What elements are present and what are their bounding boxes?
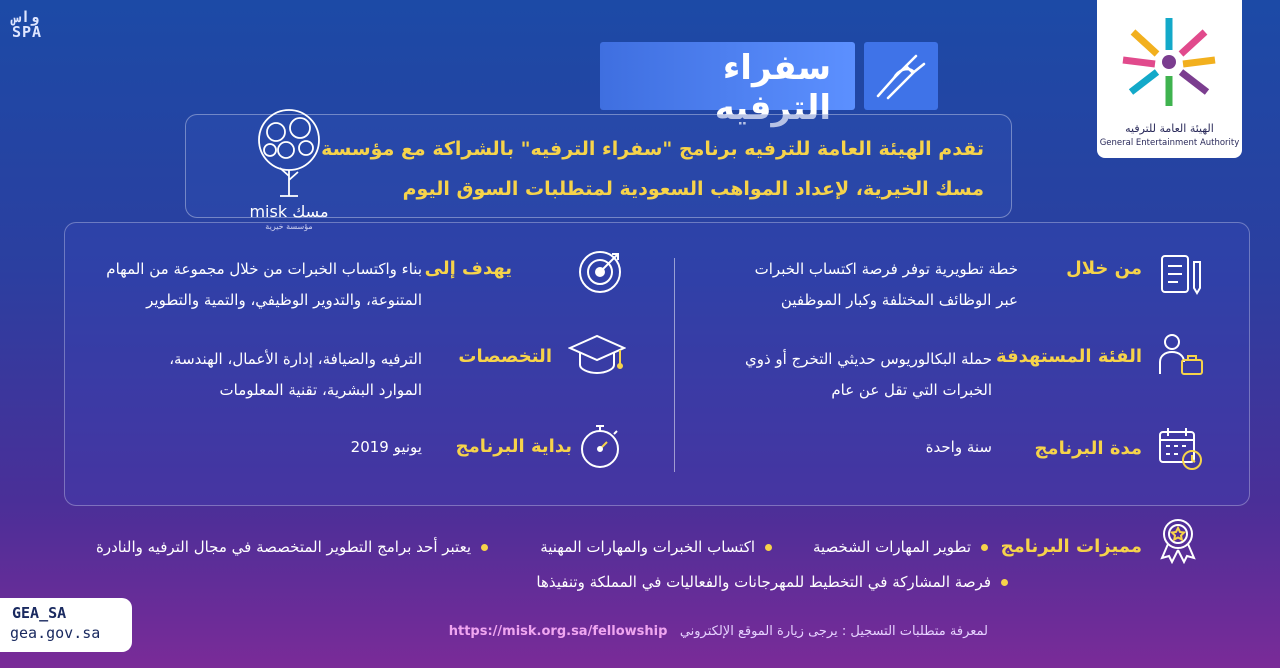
graduate-briefcase-icon	[1156, 330, 1204, 378]
misk-subtitle: مؤسسة خيرية	[265, 222, 313, 231]
stopwatch-icon	[576, 422, 624, 470]
bullet-icon	[1001, 579, 1008, 586]
misk-name: misk مسك	[249, 202, 329, 221]
spa-watermark	[12, 10, 60, 40]
title-banner	[600, 42, 855, 128]
aims-line-2: المتنوعة، والتدوير الوظيفي، والتمية والتطوير	[146, 291, 422, 309]
gea-social-badge	[0, 598, 132, 652]
label-target-audience: الفئة المستهدفة	[995, 346, 1142, 367]
feature-item-1-text: تطوير المهارات الشخصية	[812, 538, 971, 556]
through-line-1: خطة تطويرية توفر فرصة اكتساب الخبرات	[754, 260, 1018, 278]
bullet-icon	[765, 544, 772, 551]
feature-item-4-text: فرصة المشاركة في التخطيط للمهرجانات والفعاليات في المملكة وتنفيذها	[536, 573, 991, 591]
handshake-icon	[864, 42, 938, 110]
target-icon	[576, 248, 624, 296]
footer	[449, 624, 988, 639]
specializations-line-1: الترفيه والضيافة، إدارة الأعمال، الهندسة،	[169, 350, 422, 368]
authority-logo-icon	[1097, 0, 1242, 120]
footer-text: لمعرفة متطلبات التسجيل : يرجى زيارة الموقع الإلكتروني	[679, 624, 988, 639]
label-specializations: التخصصات	[458, 346, 552, 367]
label-duration: مدة البرنامج	[1034, 438, 1142, 459]
gea-handle: GEA_SA	[12, 604, 67, 622]
start-value: يونيو 2019	[350, 438, 422, 456]
column-divider	[674, 258, 675, 472]
spa-watermark-arabic: واس	[12, 8, 40, 26]
footer-url-link[interactable]: https://misk.org.sa/fellowship	[448, 624, 668, 639]
authority-logo-card	[1097, 0, 1242, 158]
graduation-cap-icon	[568, 330, 626, 378]
aims-line-1: بناء واكتساب الخبرات من خلال مجموعة من المهام	[106, 260, 422, 278]
authority-name-arabic: الهيئة العامة للترفيه	[1125, 122, 1214, 135]
label-aims: يهدف إلى	[424, 258, 512, 279]
page-title: سفراء الترفيه	[714, 48, 831, 128]
misk-tree-icon	[236, 104, 342, 204]
feature-item-2-text: اكتساب الخبرات والمهارات المهنية	[540, 538, 755, 556]
feature-item-4	[536, 573, 1008, 591]
intro-line-2: مسك الخيرية، لإعداد المواهب السعودية لمتطلبات السوق اليوم	[402, 178, 984, 200]
target-audience-line-1: حملة البكالوريوس حديثي التخرج أو ذوي	[744, 350, 992, 368]
feature-item-3-text: يعتبر أحد برامج التطوير المتخصصة في مجال الترفيه والنادرة	[96, 538, 471, 556]
bullet-icon	[481, 544, 488, 551]
target-audience-line-2: الخبرات التي تقل عن عام	[831, 381, 992, 399]
misk-logo	[236, 104, 342, 232]
feature-item-2	[540, 538, 772, 556]
through-line-2: عبر الوظائف المختلفة وكبار الموظفين	[780, 291, 1018, 309]
clipboard-icon	[1156, 250, 1204, 298]
specializations-line-2: الموارد البشرية، تقنية المعلومات	[219, 381, 422, 399]
gea-website: gea.gov.sa	[10, 624, 101, 642]
award-medal-icon	[1154, 516, 1202, 564]
bullet-icon	[981, 544, 988, 551]
feature-item-3	[96, 538, 488, 556]
duration-value: سنة واحدة	[925, 438, 992, 456]
label-features: مميزات البرنامج	[1000, 536, 1142, 557]
authority-name-english: General Entertainment Authority	[1099, 138, 1240, 148]
feature-item-1	[813, 538, 988, 556]
intro-line-1: تقدم الهيئة العامة للترفيه برنامج "سفراء الترفيه" بالشراكة مع مؤسسة	[321, 138, 984, 160]
spa-watermark-latin: SPA	[12, 23, 43, 41]
title-icon-box	[864, 42, 938, 110]
label-start: بداية البرنامج	[455, 436, 572, 457]
calendar-clock-icon	[1156, 424, 1204, 472]
label-through: من خلال	[1066, 258, 1142, 279]
